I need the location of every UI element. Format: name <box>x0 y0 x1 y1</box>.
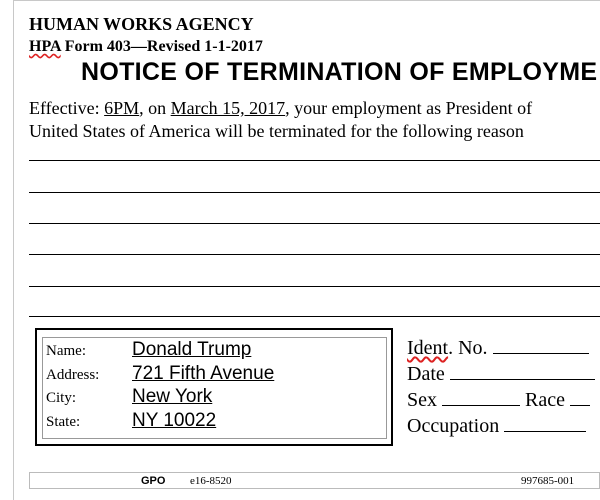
reason-line-5 <box>29 286 600 287</box>
ident-blank <box>493 337 589 354</box>
race-blank <box>570 389 590 406</box>
date-label: Date <box>407 363 445 385</box>
ident-field <box>407 337 589 360</box>
ident-label-b: . No. <box>448 337 488 359</box>
name-label: Name: <box>46 343 86 359</box>
sex-blank <box>442 389 520 406</box>
occupation-label: Occupation <box>407 415 500 437</box>
reason-line-3 <box>29 223 600 224</box>
name-value: Donald Trump <box>132 339 252 360</box>
reason-line-4 <box>29 254 600 255</box>
footer-gpo: GPO <box>141 475 166 487</box>
reason-line-1 <box>29 160 600 161</box>
ident-label-a: Ident <box>407 337 449 359</box>
effective-label: Effective: <box>29 98 105 118</box>
agency-name: HUMAN WORKS AGENCY <box>29 14 254 34</box>
occupation-blank <box>504 415 586 432</box>
form-number <box>29 38 263 56</box>
form-prefix: HPA <box>29 38 61 55</box>
address-label: Address: <box>46 367 100 383</box>
date-blank <box>450 363 595 380</box>
date-field <box>407 363 595 386</box>
notice-line-2: United States of America will be terminated for the following reason <box>29 121 524 141</box>
footer-strip <box>29 472 600 489</box>
notice-line-1 <box>29 98 532 119</box>
footer-code: e16-8520 <box>190 475 232 487</box>
state-label: State: <box>46 414 81 430</box>
city-label: City: <box>46 390 77 406</box>
occupation-field <box>407 415 586 438</box>
footer-number: 997685-001 <box>521 475 575 487</box>
city-value: New York <box>132 386 213 407</box>
effective-date: March 15, 2017 <box>170 98 286 118</box>
sex-race-field <box>407 389 590 412</box>
state-value: NY 10022 <box>132 410 217 431</box>
effective-time: 6PM <box>104 98 140 118</box>
reason-line-6 <box>29 316 600 317</box>
address-value: 721 Fifth Avenue <box>132 363 275 384</box>
sex-label: Sex <box>407 389 437 411</box>
race-label: Race <box>525 389 565 411</box>
employment-text: , your employment as President of <box>285 98 533 118</box>
form-revision: Form 403—Revised 1-1-2017 <box>60 38 263 55</box>
on-text: , on <box>139 98 171 118</box>
page-title: NOTICE OF TERMINATION OF EMPLOYME <box>81 58 598 86</box>
reason-line-2 <box>29 192 600 193</box>
